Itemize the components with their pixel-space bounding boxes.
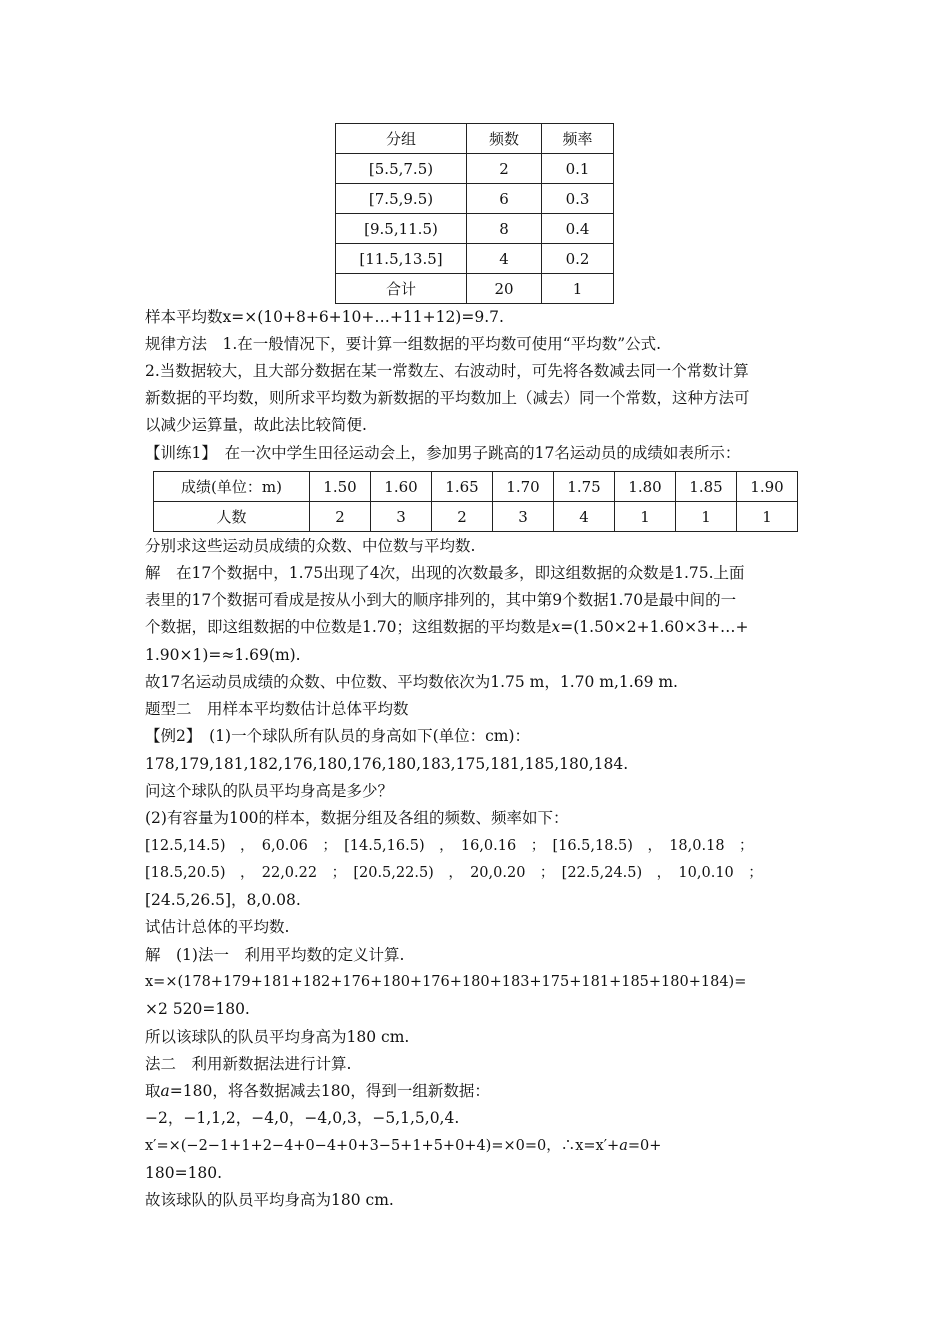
table-row [336,154,614,184]
text-line: −2，−1,1,2，−4,0，−4,0,3，−5,1,5,0,4. [145,1109,460,1127]
table-cell: 0.2 [542,244,614,274]
table-cell: 1.50 [310,472,371,502]
table-cell: 0.4 [542,214,614,244]
table-cell: 2 [432,502,493,532]
text-line: 【训练1】 在一次中学生田径运动会上，参加男子跳高的17名运动员的成绩如表所示： [145,444,741,462]
text-line: 以减少运算量，故此法比较简便. [145,416,367,434]
table-cell: 1.65 [432,472,493,502]
table-cell: 1 [615,502,676,532]
text-line: 解 在17个数据中，1.75出现了4次，出现的次数最多，即这组数据的众数是1.75.上面 [145,564,745,582]
text-span: =180，将各数据减去180，得到一组新数据： [169,1082,490,1100]
text-line: 【例2】 (1)一个球队所有队员的身高如下(单位：cm)： [145,727,531,745]
text-line: 问这个球队的队员平均身高是多少？ [145,782,394,800]
section-heading: 题型二 用样本平均数估计总体平均数 [145,700,409,718]
table-cell: 8 [467,214,542,244]
table-cell: 1 [542,274,614,304]
text-line [145,1081,810,1101]
table-cell: 合计 [336,274,467,304]
text-line: 分别求这些运动员成绩的众数、中位数与平均数. [145,537,476,555]
text-line: 法二 利用新数据法进行计算. [145,1055,352,1073]
table-cell: 成绩(单位：m) [154,472,310,502]
table-cell: 1 [737,502,798,532]
text-line: 2.当数据较大，且大部分数据在某一常数左、右波动时，可先将各数减去同一个常数计算 [145,362,749,380]
text-line: (2)有容量为100的样本，数据分组及各组的频数、频率如下： [145,809,569,827]
table-row [154,502,798,532]
table-cell: 3 [371,502,432,532]
text-line: 规律方法 1.在一般情况下，要计算一组数据的平均数可使用“平均数”公式. [145,335,662,353]
table-cell: [9.5,11.5) [336,214,467,244]
table-cell: 2 [467,154,542,184]
table-row [336,214,614,244]
table-cell: 1.60 [371,472,432,502]
table-cell: 人数 [154,502,310,532]
table-cell: 1.75 [554,472,615,502]
table-cell: 4 [467,244,542,274]
table-cell: [7.5,9.5) [336,184,467,214]
table-cell: 1.70 [493,472,554,502]
table-header-cell: 分组 [336,124,467,154]
table-cell: 2 [310,502,371,532]
table-cell: 0.3 [542,184,614,214]
frequency-table [335,123,614,304]
text-line: 故该球队的队员平均身高为180 cm. [145,1191,394,1209]
math-variable: a [160,1082,170,1100]
text-span: =(1.50×2+1.60×3+…+ [560,618,749,636]
math-variable: a [619,1138,628,1154]
table-row [336,244,614,274]
table-cell: 20 [467,274,542,304]
text-line: 解 (1)法一 利用平均数的定义计算. [145,946,405,964]
table-cell: 1 [676,502,737,532]
text-line: [18.5,20.5) ， 22,0.22 ； [20.5,22.5) ， 20,0.20 ； [22.5,24.5) ， 10,0.10 ； [145,865,763,881]
table-row [336,274,614,304]
table-cell: 1.90 [737,472,798,502]
jump-results-table [153,471,798,532]
text-line: 180=180. [145,1164,223,1182]
table-cell: [5.5,7.5) [336,154,467,184]
text-span: =0+ [627,1138,662,1154]
text-line: 所以该球队的队员平均身高为180 cm. [145,1028,410,1046]
text-line: 样本平均数x=×(10+8+6+10+…+11+12)=9.7. [145,308,504,326]
text-line [145,617,810,637]
text-span: x′=×(−2−1+1+2−4+0−4+0+3−5+1+5+0+4)=×0=0，∴x=x′+ [145,1138,620,1154]
text-line: [12.5,14.5) ， 6,0.06 ； [14.5,16.5) ， 16,0.16 ； [16.5,18.5) ， 18,0.18 ； [145,838,754,854]
table-row [336,184,614,214]
table-cell: [11.5,13.5] [336,244,467,274]
text-line: 1.90×1)=≈1.69(m). [145,646,301,664]
table-cell: 3 [493,502,554,532]
text-line [145,1136,810,1156]
text-line: 178,179,181,182,176,180,176,180,183,175,181,185,180,184. [145,755,629,773]
text-line: x=×(178+179+181+182+176+180+176+180+183+175+181+185+180+184)= [145,974,747,990]
text-line: 试估计总体的平均数. [145,918,290,936]
text-line: 表里的17个数据可看成是按从小到大的顺序排列的，其中第9个数据1.70是最中间的一 [145,591,737,609]
table-header-cell: 频数 [467,124,542,154]
table-cell: 4 [554,502,615,532]
table-row [154,472,798,502]
text-line: 新数据的平均数，则所求平均数为新数据的平均数加上（减去）同一个常数，这种方法可 [145,389,750,407]
text-line: ×2 520=180. [145,1000,250,1018]
table-header-row [336,124,614,154]
text-span: 个数据，即这组数据的中位数是1.70；这组数据的平均数是 [145,618,552,636]
text-span: 取 [145,1082,161,1100]
table-cell: 1.85 [676,472,737,502]
table-header-cell: 频率 [542,124,614,154]
table-cell: 1.80 [615,472,676,502]
table-cell: 6 [467,184,542,214]
table-cell: 0.1 [542,154,614,184]
math-variable: x [551,618,561,636]
text-line: 故17名运动员成绩的众数、中位数、平均数依次为1.75 m，1.70 m,1.69 m. [145,673,678,691]
text-line: [24.5,26.5]，8,0.08. [145,891,301,909]
